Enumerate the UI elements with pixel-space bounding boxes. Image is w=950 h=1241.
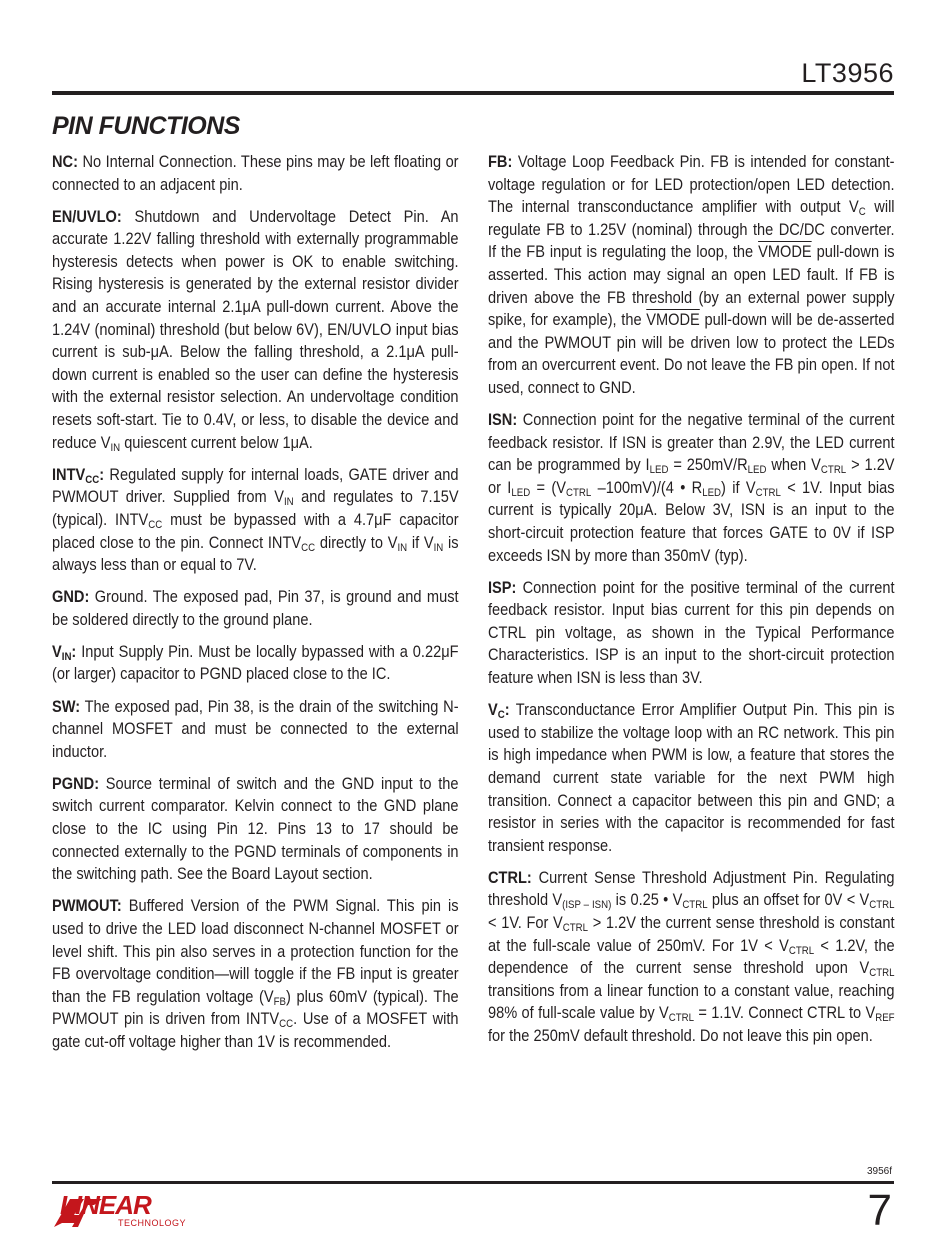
pin-name: GND: bbox=[52, 587, 90, 607]
subscript: IN bbox=[110, 441, 121, 454]
pin-isp: ISP: Connection point for the positive terminal of the current feedback resistor. Input bias current for this pin depends on CTRL pin voltage, as shown in the Typical Performance Characteristics. ISP is an input to the short-circuit protection feature when ISN is less than 3V. bbox=[488, 577, 895, 688]
logo-subtitle: TECHNOLOGY bbox=[118, 1218, 187, 1228]
pin-name: $V_C$: bbox=[488, 700, 510, 722]
pin-isn: ISN: Connection point for the negative terminal of the current feedback resistor. If ISN is greater than 2.9V, the LED current can be programmed by $I_{LED} = 250mV/R_{LED}$ when $V_{CTRL} > 1.2V$ or $I_{LED} = (V_{CTRL}$ –100mV)/(4 • $R_{LED}$) if $V_{CTRL} < 1V$. Input bias current is typically 20μA. Below 3V, ISN is an input to the short-circuit protection feature that forces GATE to 0V if ISP exceeds ISN by more than 350mV (typ). bbox=[488, 410, 895, 565]
pin-intvcc: $INTV_{CC}$: Regulated supply for internal loads, GATE driver and PWMOUT driver. Supplied from $V_{IN}$ and regulates to 7.15V (typical). $INTV_{CC}$ must be bypassed with a 4.7μF capacitor placed close to the pin. Connect $INTV_{CC}$ directly to $V_{IN}$ if $V_{IN}$ is always less than or equal to 7V. bbox=[52, 464, 459, 575]
pin-name: CTRL: bbox=[488, 867, 532, 887]
left-column bbox=[52, 151, 459, 1063]
logo-wordmark: LINEAR bbox=[60, 1190, 151, 1220]
right-column bbox=[488, 151, 895, 1057]
pin-ctrl: CTRL: Current Sense Threshold Adjustment Pin. Regulating threshold $V_{(ISP - ISN)}$ is 0.25 • $V_{CTRL}$ plus an offset for $0V < V_{CTRL} < 1V$. For $V_{CTRL} > 1.2V$ the current sense threshold is constant at the full-scale value of 250mV. For $1V < V_{CTRL} < 1.2V$, the dependence of the current sense threshold upon $V_{CTRL}$ transitions from a linear function to a constant value, reaching 98% of full-scale value by $V_{CTRL} = 1.1V$. Connect CTRL to $V_{REF}$ for the 250mV default threshold. Do not leave this pin open. bbox=[488, 867, 895, 1045]
pin-vc: $V_C$: Transconductance Error Amplifier Output Pin. This pin is used to stabilize the voltage loop with an RC network. This pin is high impedance when PWM is low, a feature that stores the demand current state variable for the next PWM high transition. Connect a capacitor between this pin and GND; a resistor in series with the capacitor is recommended for fast transient response. bbox=[488, 700, 895, 855]
pin-nc bbox=[52, 151, 459, 196]
pin-name: ISN: bbox=[488, 410, 518, 430]
pin-name: FB: bbox=[488, 152, 513, 171]
pin-name: SW: bbox=[52, 696, 81, 716]
pin-name: ISP: bbox=[488, 577, 517, 597]
pin-name: PWMOUT: bbox=[52, 896, 122, 916]
footer-rule bbox=[52, 1181, 894, 1184]
pin-fb: FB: Voltage Loop Feedback Pin. FB is intended for constant-voltage regulation or for LED protection/open LED detection. The internal transconductance amplifier with output $V_C$ will regulate FB to 1.25V (nominal) through the DC/DC converter. If the FB input is regulating the loop, the VMODE pull-down is asserted. This action may signal an open LED fault. If FB is driven above the FB threshold (by an external power supply spike, for example), the VMODE pull-down will be de-asserted and the PWMOUT pin will be driven low to protect the LEDs from an overcurrent event. Do not leave the FB pin open. If not used, connect to GND. bbox=[488, 152, 895, 397]
pin-name: NC: bbox=[52, 152, 78, 171]
pin-desc: quiescent current below 1μA. bbox=[120, 432, 313, 452]
section-title: PIN FUNCTIONS bbox=[52, 112, 240, 140]
overline-signal: VMODE bbox=[646, 310, 700, 330]
pin-sw: SW: The exposed pad, Pin 38, is the drain of the switching N-channel MOSFET and must be connected to the external inductor. bbox=[52, 696, 459, 761]
pin-name: $INTV_{CC}$: bbox=[52, 464, 105, 486]
page-number: 7 bbox=[867, 1186, 892, 1235]
pin-en-uvlo bbox=[52, 206, 459, 455]
pin-desc: No Internal Connection. These pins may be left floating or connected to an adjacent pin. bbox=[52, 152, 459, 194]
pin-name: EN/UVLO: bbox=[52, 206, 122, 226]
pin-vin: $V_{IN}$: Input Supply Pin. Must be locally bypassed with a 0.22μF (or larger) capacitor to PGND placed close to the IC. bbox=[52, 641, 459, 684]
pin-pwmout: PWMOUT: Buffered Version of the PWM Signal. This pin is used to drive the LED load disconnect N-channel MOSFET or level shift. This pin also serves in a protection function for the FB overvoltage condition—will toggle if the FB input is greater than the FB regulation voltage $(V_{FB})$ plus 60mV (typical). The PWMOUT pin is driven from $INTV_{CC}$. Use of a MOSFET with gate cut-off voltage higher than 1V is recommended. bbox=[52, 896, 459, 1051]
document-code: 3956f bbox=[866, 1166, 892, 1177]
pin-name: PGND: bbox=[52, 773, 100, 793]
pin-name: $V_{IN}$: bbox=[52, 641, 77, 663]
pin-gnd: GND: Ground. The exposed pad, Pin 37, is ground and must be soldered directly to the ground plane. bbox=[52, 587, 459, 629]
pin-desc: Shutdown and Undervoltage Detect Pin. An accurate 1.22V falling threshold with externally programmable hysteresis detects when power is OK to enable switching. Rising hysteresis is generated by the external resistor divider and an accurate internal 2.1μA pull-down current. Above the 1.24V (nominal) threshold (but below 6V), EN/UVLO input bias current is sub-μA. Below the falling threshold, a 2.1μA pull-down current is enabled so the user can define the hysteresis with the external resistor selection. An undervoltage condition resets soft-start. Tie to 0.4V, or less, to disable the device and reduce V bbox=[52, 206, 459, 452]
part-number: LT3956 bbox=[801, 58, 894, 88]
overline-signal: VMODE bbox=[758, 242, 812, 262]
pin-pgnd: PGND: Source terminal of switch and the GND input to the switch current comparator. Kelvin connect to the GND plane close to the IC using Pin 12. Pins 13 to 17 should be connected externally to the PGND terminals of components in the switching path. See the Board Layout section. bbox=[52, 773, 459, 884]
header-rule bbox=[52, 91, 894, 95]
